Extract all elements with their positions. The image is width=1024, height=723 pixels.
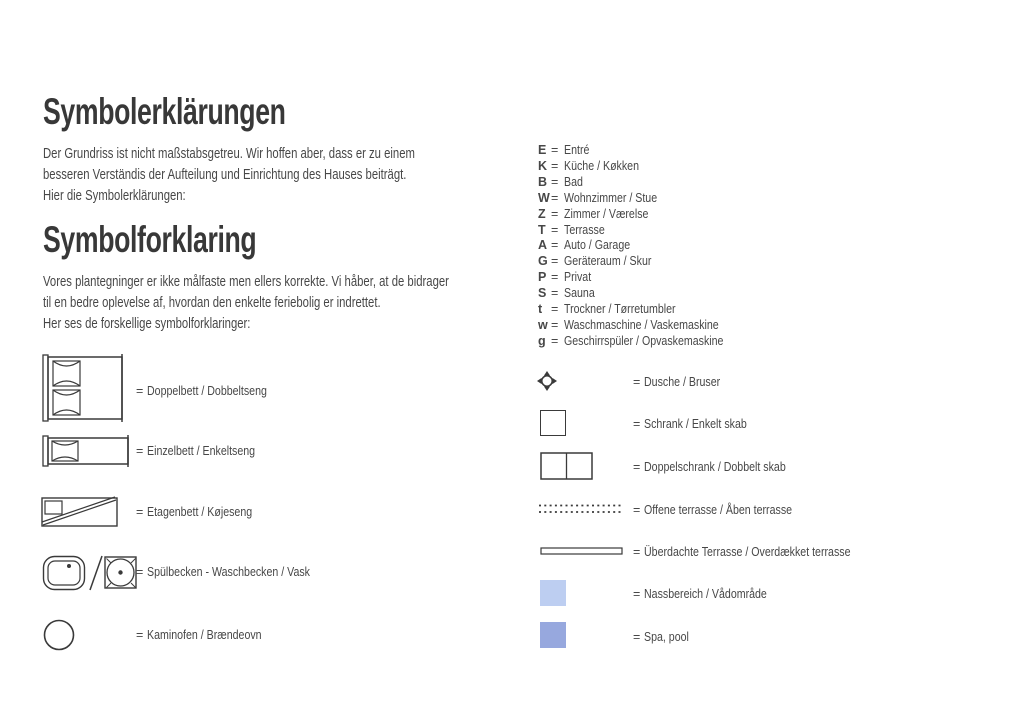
letter-code-label: Wohnzimmer / Stue: [564, 190, 658, 205]
covered-terrace-icon: [540, 547, 624, 556]
double-bed-icon: [41, 354, 129, 422]
label-open-terrace: = Offene terrasse / Åben terrasse: [633, 503, 793, 517]
letter-code-label: Auto / Garage: [564, 238, 631, 253]
wet-area-icon: [540, 580, 566, 606]
bunk-bed-icon: [41, 496, 119, 528]
letter-code-label: Waschmaschine / Vaskemaskine: [564, 317, 719, 332]
letter-code-row: t = Trockner / Tørretumbler: [538, 302, 676, 317]
label-wet-area: = Nassbereich / Vådområde: [633, 587, 767, 601]
kitchen-sink-icon: [42, 555, 86, 591]
letter-code-label: Trockner / Tørretumbler: [564, 302, 676, 317]
letter-code-row: G = Geräteraum / Skur: [538, 254, 652, 269]
letter-code-row: W= Wohnzimmer / Stue: [538, 190, 658, 205]
letter-code-row: K = Küche / Køkken: [538, 158, 640, 173]
label-single-cabinet: = Schrank / Enkelt skab: [633, 417, 747, 431]
intro-german-line: Hier die Symbolerklärungen:: [43, 188, 186, 204]
open-terrace-icon: [538, 504, 622, 514]
label-shower: = Dusche / Bruser: [633, 375, 721, 389]
label-wood-stove: = Kaminofen / Brændeovn: [136, 628, 262, 642]
spa-pool-icon: [540, 622, 566, 648]
page-title-german: Symbolerklärungen: [43, 91, 286, 132]
label-spa-pool: = Spa, pool: [633, 630, 689, 644]
letter-code-list: [538, 143, 752, 350]
letter-code-label: Terrasse: [564, 222, 605, 237]
intro-danish-line: Vores plantegninger er ikke målfaste men ellers korrekte. Vi håber, at de bidrager: [43, 274, 449, 290]
intro-danish-line: Her ses de forskellige symbolforklaringer:: [43, 316, 251, 332]
single-cabinet-icon: [540, 410, 566, 436]
label-double-cabinet: = Doppelschrank / Dobbelt skab: [633, 460, 786, 474]
single-bed-icon: [41, 435, 133, 467]
letter-code-row: E = Entré: [538, 143, 590, 157]
label-double-bed: = Doppelbett / Dobbeltseng: [136, 384, 267, 398]
intro-german: [43, 144, 520, 207]
label-sink: = Spülbecken - Waschbecken / Vask: [136, 565, 311, 579]
letter-code-row: S = Sauna: [538, 286, 595, 301]
letter-code-label: Zimmer / Værelse: [564, 206, 649, 221]
intro-danish-line: til en bedre oplevelse af, hvordan den enkelte feriebolig er indrettet.: [43, 295, 381, 311]
letter-code-row: Z = Zimmer / Værelse: [538, 206, 649, 221]
letter-code-label: Küche / Køkken: [564, 158, 640, 173]
page-title-danish: Symbolforklaring: [43, 219, 257, 260]
letter-code-label: Privat: [564, 270, 592, 285]
intro-danish: [43, 272, 563, 335]
label-covered-terrace: = Überdachte Terrasse / Overdækket terrasse: [633, 545, 851, 559]
letter-code-row: A = Auto / Garage: [538, 238, 631, 253]
letter-code-label: Geräteraum / Skur: [564, 254, 652, 269]
intro-german-line: besseren Verständis der Aufteilung und Einrichtung des Hauses beiträgt.: [43, 167, 407, 183]
intro-german-line: Der Grundriss ist nicht maßstabsgetreu. Wir hoffen aber, dass er zu einem: [43, 146, 415, 162]
label-bunk-bed: = Etagenbett / Køjeseng: [136, 505, 253, 519]
letter-code-label: Entré: [564, 143, 590, 157]
letter-code-row: B = Bad: [538, 174, 583, 189]
letter-code-row: w = Waschmaschine / Vaskemaskine: [538, 317, 719, 332]
shower-icon: [537, 371, 557, 391]
label-single-bed: = Einzelbett / Enkeltseng: [136, 444, 256, 458]
letter-code-label: Geschirrspüler / Opvaskemaskine: [564, 333, 724, 348]
wood-stove-icon: [43, 619, 75, 651]
bathroom-sink-icon: [104, 556, 138, 590]
letter-code-row: P = Privat: [538, 270, 592, 285]
slash-separator-icon: [89, 555, 103, 591]
letter-code-row: T = Terrasse: [538, 222, 605, 237]
letter-code-label: Bad: [564, 174, 583, 189]
letter-code-label: Sauna: [564, 286, 595, 301]
letter-code-row: g = Geschirrspüler / Opvaskemaskine: [538, 333, 724, 348]
double-cabinet-icon: [540, 452, 594, 480]
